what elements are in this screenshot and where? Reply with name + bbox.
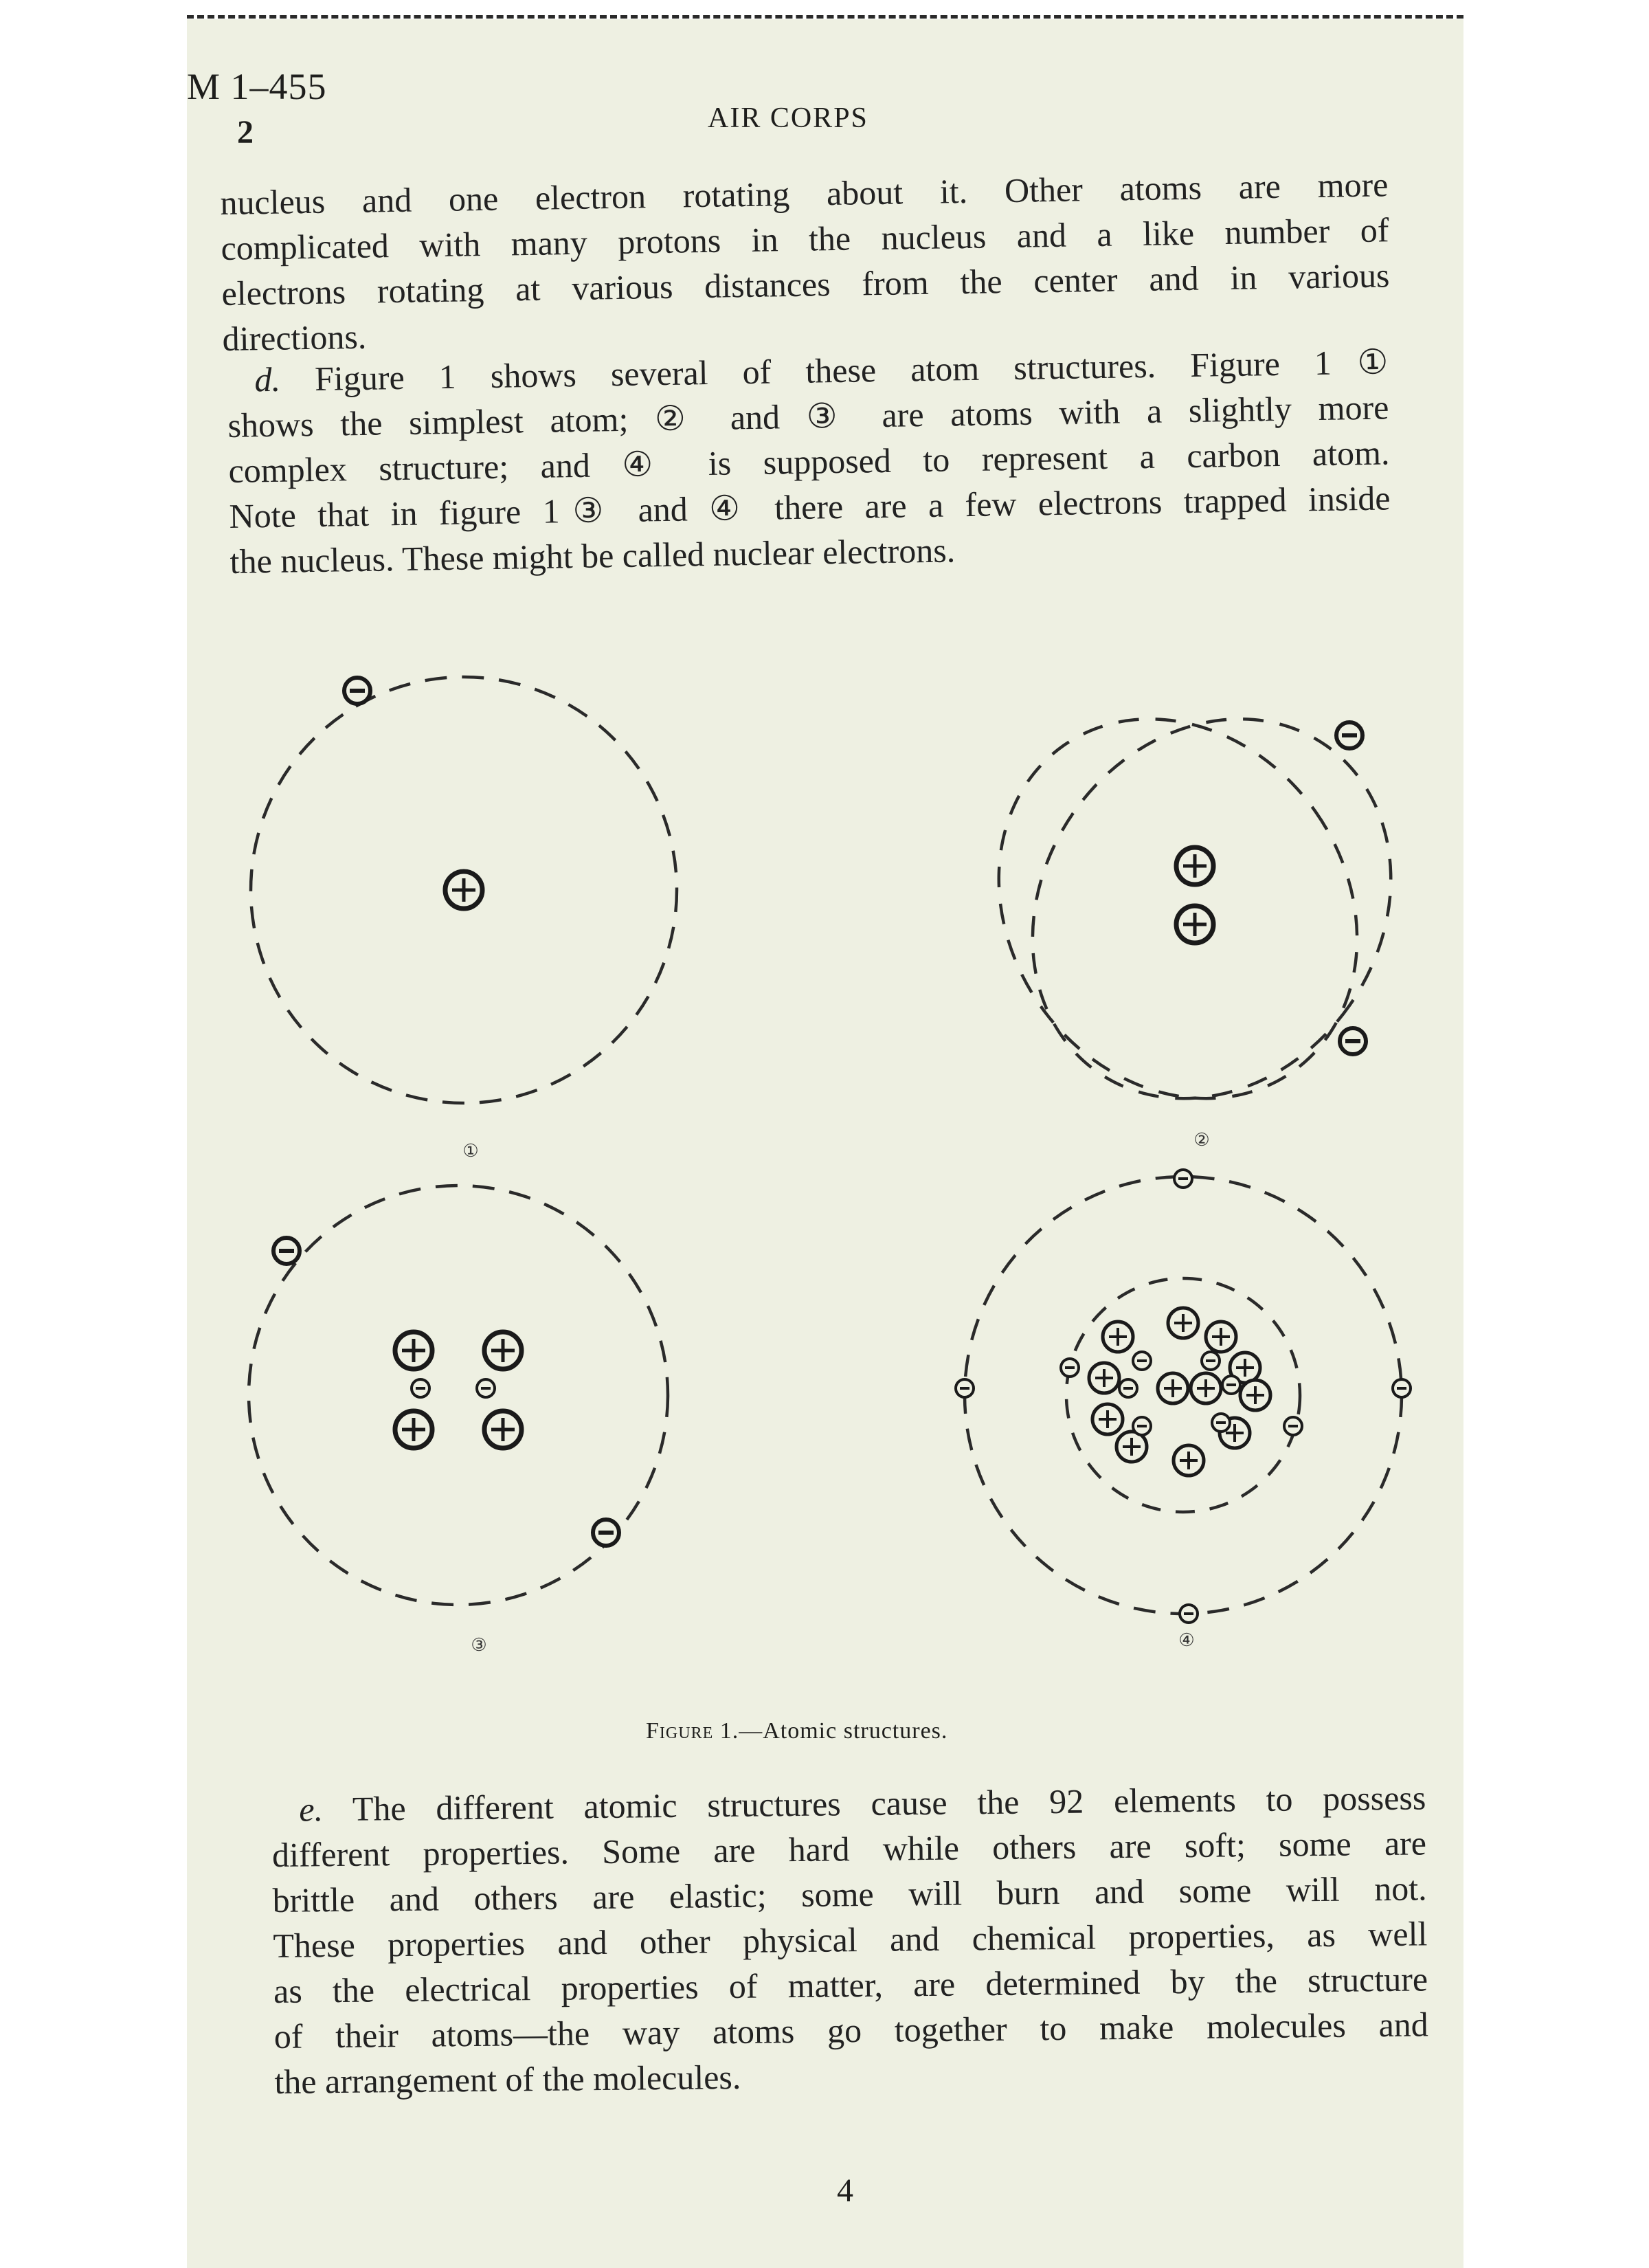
nuclear-electron-icon <box>1119 1379 1137 1397</box>
proton-icon <box>395 1332 432 1369</box>
electron-icon <box>593 1520 619 1546</box>
text-line: Note that in figure 1③ and ④ there are a few electrons trapped inside <box>229 478 1391 535</box>
text-line: directions. <box>222 317 367 358</box>
proton-icon <box>484 1411 521 1448</box>
electron-icon <box>1180 1605 1198 1623</box>
nucleus <box>1089 1308 1270 1476</box>
proton-icon <box>1191 1373 1221 1403</box>
paragraph-c <box>220 162 1391 362</box>
nuclear-electron-icon <box>1222 1376 1240 1394</box>
proton-icon <box>1092 1404 1123 1434</box>
text-line: These properties and other physical and chemical properties, as well <box>273 1914 1428 1965</box>
atom-panel-2 <box>926 649 1463 1168</box>
proton-icon <box>445 871 482 909</box>
paragraph-e <box>271 1775 1429 2104</box>
text-line: as the electrical properties of matter, are determined by the structure <box>273 1959 1428 2010</box>
electron-icon <box>1393 1379 1411 1397</box>
text-line-content: The different atomic structures cause the 92 elements to possess <box>322 1778 1426 1829</box>
proton-icon <box>1206 1322 1236 1352</box>
electron-icon <box>1340 1028 1366 1054</box>
text-line: shows the simplest atom; ② and ③ are atoms with a slightly more <box>227 388 1389 445</box>
text-line: complicated with many protons in the nucleus and a like number of <box>221 210 1389 267</box>
text-line: the arrangement of the molecules. <box>274 2057 741 2101</box>
document-code: M 1–455 <box>187 66 327 107</box>
nuclear-electron-icon <box>1133 1352 1151 1370</box>
panel-label: ② <box>1193 1130 1210 1150</box>
atom-panel-3 <box>249 1186 668 1655</box>
text-line: nucleus and one electron rotating about it. Other atoms are more <box>220 165 1389 222</box>
figure-caption <box>646 1718 947 1744</box>
proton-icon <box>484 1332 521 1369</box>
panel-label: ① <box>462 1141 479 1161</box>
paragraph-marker: d. <box>254 359 281 399</box>
proton-icon <box>1103 1322 1133 1352</box>
text-line: the nucleus. These might be called nuclear electrons. <box>229 531 956 581</box>
proton-icon <box>1174 1445 1204 1476</box>
electron-icon <box>1284 1417 1302 1435</box>
paragraph-marker: e. <box>299 1790 324 1829</box>
running-title: AIR CORPS <box>708 102 868 134</box>
caption-text: 1.—Atomic structures. <box>713 1718 948 1744</box>
proton-icon <box>395 1411 432 1448</box>
nuclear-electron-icon <box>1202 1352 1220 1370</box>
atom-panel-1 <box>251 677 677 1161</box>
electron-icon <box>1061 1359 1079 1377</box>
nuclear-electron-icon <box>1212 1414 1230 1432</box>
electron-icon <box>477 1379 495 1397</box>
nuclear-electron-icon <box>1133 1417 1151 1435</box>
electron-icon <box>1336 722 1362 748</box>
text-line-content: Figure 1 shows several of these atom structures. Figure 1① <box>280 342 1389 399</box>
atomic-structures-figure <box>187 619 1463 1787</box>
electron-icon <box>273 1238 300 1264</box>
orbit-path <box>960 649 1463 1168</box>
page-number: 4 <box>837 2172 853 2209</box>
electron-icon <box>956 1379 974 1397</box>
text-line: brittle and others are elastic; some will burn and some will not. <box>272 1869 1427 1920</box>
atom-panel-4 <box>956 1170 1411 1650</box>
paragraph-d <box>227 339 1391 584</box>
proton-icon <box>1176 847 1213 885</box>
text-line: of their atoms—the way atoms go together to make molecules and <box>273 2005 1429 2056</box>
electron-icon <box>412 1379 429 1397</box>
proton-icon <box>1168 1308 1198 1338</box>
proton-icon <box>1240 1380 1270 1410</box>
page-top-edge-dashes <box>187 15 1463 19</box>
electron-icon <box>1174 1170 1192 1188</box>
text-line: different properties. Some are hard while others are soft; some are <box>271 1823 1427 1874</box>
panel-label: ④ <box>1178 1630 1195 1650</box>
electron-icon <box>344 678 370 704</box>
panel-label: ③ <box>471 1635 487 1655</box>
proton-icon <box>1158 1373 1188 1403</box>
proton-icon <box>1089 1363 1119 1393</box>
proton-icon <box>1176 906 1213 943</box>
section-number: 2 <box>237 114 254 151</box>
text-line: electrons rotating at various distances from the center and in various <box>221 256 1390 313</box>
caption-prefix: Figure <box>646 1718 714 1744</box>
text-line: complex structure; and ④ is supposed to represent a carbon atom. <box>228 433 1390 490</box>
